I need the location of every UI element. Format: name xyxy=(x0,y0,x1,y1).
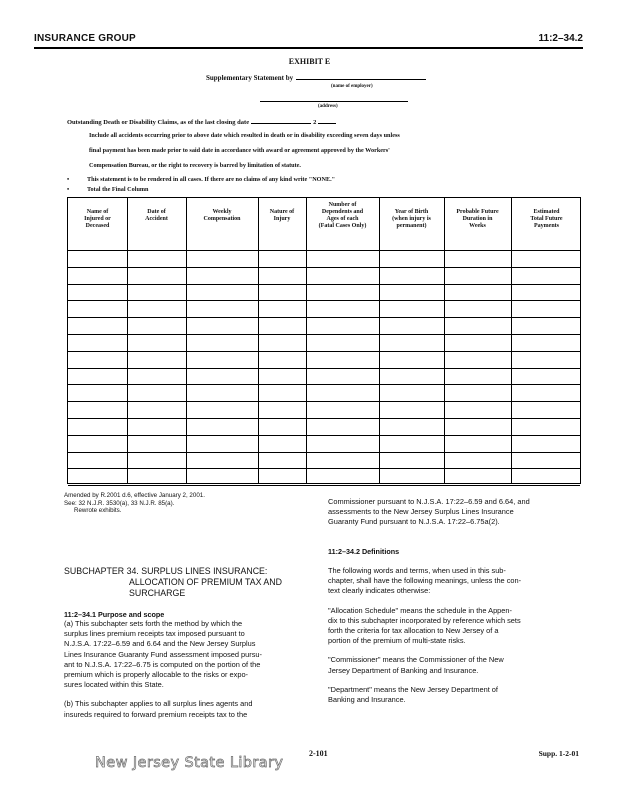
table-header-line: Date of xyxy=(147,209,166,215)
table-header-line: Total Future xyxy=(530,216,563,222)
table-header-line: Payments xyxy=(534,223,559,229)
text-line: insureds required to forward premium receipts tax to the xyxy=(64,709,248,719)
supplementary-statement-line xyxy=(206,73,426,82)
header-title: INSURANCE GROUP xyxy=(34,33,136,44)
table-header-line: Nature of xyxy=(269,209,295,215)
table-header-line: Weekly xyxy=(212,209,232,215)
table-row xyxy=(68,418,580,419)
instruction-line: Include all accidents occurring prior to above date which resulted in death or in disability exceeding seven days unless xyxy=(89,132,400,139)
table-header-cell xyxy=(306,202,379,230)
table-column-divider xyxy=(306,198,307,483)
table-column-divider xyxy=(186,198,187,483)
text-line: Commissioner pursuant to N.J.S.A. 17:22–6.59 and 6.64, and xyxy=(328,497,530,506)
amendment-line: Rewrote exhibits. xyxy=(74,507,122,514)
text-line: forth the criteria for tax allocation to New Jersey of a xyxy=(328,626,499,636)
table-header-line: Ages of each xyxy=(326,216,359,222)
table-header-line: Deceased xyxy=(85,223,110,229)
amendment-line: Amended by R.2001 d.6, effective January 2, 2001. xyxy=(64,492,205,499)
definitions-body xyxy=(328,566,581,705)
table-header-cell xyxy=(68,209,127,230)
subchapter-title xyxy=(64,566,282,599)
text-line: sures located within this State. xyxy=(64,680,164,690)
library-stamp: New Jersey State Library xyxy=(95,755,284,771)
table-header-cell xyxy=(511,209,582,230)
text-line: assessments to the New Jersey Surplus Lines Insurance xyxy=(328,507,514,517)
definition-commissioner xyxy=(328,655,581,675)
supplementary-label: Supplementary Statement by xyxy=(206,74,294,82)
closing-date-blank xyxy=(251,118,311,124)
definition-department xyxy=(328,685,581,705)
definition-allocation-schedule xyxy=(328,606,581,647)
text-line: The following words and terms, when used in this sub- xyxy=(328,566,506,575)
table-row xyxy=(68,485,580,486)
table-header-cell xyxy=(127,209,186,223)
table-row xyxy=(68,351,580,352)
table-header-line: Injury xyxy=(273,216,291,222)
employer-blank xyxy=(296,73,426,80)
text-line: "Allocation Schedule" means the schedule in the Appen- xyxy=(328,605,512,615)
table-row xyxy=(68,452,580,453)
text-line: "Department" means the New Jersey Department of xyxy=(328,684,498,694)
table-column-divider xyxy=(379,198,380,483)
claims-table xyxy=(67,197,581,484)
table-header-line: Duration in xyxy=(462,216,493,222)
text-line: chapter, shall have the following meanings, unless the con- xyxy=(328,576,522,586)
page-number: 2-101 xyxy=(309,749,328,758)
header-section-number: 11:2–34.2 xyxy=(538,33,583,44)
text-line: ant to N.J.S.A. 17:22–6.75 is computed on the portion of the xyxy=(64,659,261,669)
table-header-line: Weeks xyxy=(469,223,486,229)
instruction-line: Compensation Bureau, or the right to recovery is barred by limitation of statute. xyxy=(89,162,301,169)
table-row xyxy=(68,468,580,469)
table-header-line: (when injury is xyxy=(392,216,431,222)
supplement-date: Supp. 1-2-01 xyxy=(538,749,579,758)
bullet-icon: • xyxy=(67,186,70,193)
exhibit-title: EXHIBIT E xyxy=(288,57,331,66)
table-header-cell xyxy=(258,209,306,223)
text-line: premium which is properly allocable to the risks or expo- xyxy=(64,670,249,680)
table-column-divider xyxy=(511,198,512,483)
table-row xyxy=(68,384,580,385)
text-line: Banking and Insurance. xyxy=(328,695,406,705)
table-header-line: Name of xyxy=(86,209,109,215)
continuation-paragraph xyxy=(328,497,581,528)
table-header-line: Injured or xyxy=(84,216,111,222)
intro-paragraph xyxy=(328,566,581,597)
year-blank xyxy=(318,118,336,124)
section-heading: 11:2–34.2 Definitions xyxy=(328,547,400,556)
paragraph-b xyxy=(64,699,302,719)
table-row xyxy=(68,317,580,318)
address-caption: (address) xyxy=(318,104,338,109)
text-line: Lines Insurance Guaranty Fund assessment imposed pursu- xyxy=(64,649,263,659)
subchapter-title-line: SUBCHAPTER 34. SURPLUS LINES INSURANCE: xyxy=(64,566,268,576)
section-heading: 11:2–34.1 Purpose and scope xyxy=(64,610,165,619)
table-row xyxy=(68,250,580,251)
paragraph-a xyxy=(64,619,302,690)
text-line: (b) This subchapter applies to all surplus lines agents and xyxy=(64,699,253,709)
table-header-cell xyxy=(379,209,444,230)
text-line: Jersey Department of Banking and Insurance. xyxy=(328,665,479,675)
text-line: N.J.S.A. 17:22–6.59 and 6.64 and the New Jersey Surplus xyxy=(64,639,256,649)
table-row xyxy=(68,300,580,301)
text-line: "Commissioner" means the Commissioner of the New xyxy=(328,655,504,665)
text-line: surplus lines premium receipts tax imposed pursuant to xyxy=(64,629,245,639)
text-line: portion of the premium of multi-state risks. xyxy=(328,636,466,646)
table-row xyxy=(68,401,580,402)
employer-caption: (name of employer) xyxy=(331,84,373,89)
table-header-line: Dependents and xyxy=(321,209,364,215)
text-line: dix to this subchapter incorporated by reference which sets xyxy=(328,615,521,625)
table-header-line: Accident xyxy=(145,216,168,222)
text-line: text clearly indicates otherwise: xyxy=(328,586,431,596)
amendment-line: See: 32 N.J.R. 3530(a), 33 N.J.R. 85(a). xyxy=(64,499,175,507)
table-row xyxy=(68,334,580,335)
section-body xyxy=(64,619,302,720)
instruction-line: final payment has been made prior to said date in accordance with award or agreement approved by the Workers' xyxy=(89,147,390,154)
text-line: Guaranty Fund pursuant to N.J.S.A. 17:22–6.75a(2). xyxy=(328,517,500,527)
text-line: (a) This subchapter sets forth the method by which the xyxy=(64,619,243,628)
outstanding-claims-line xyxy=(67,118,336,126)
table-column-divider xyxy=(258,198,259,483)
bullet-text: This statement is to be rendered in all cases. If there are no claims of any kind write "NONE." xyxy=(87,176,336,183)
subchapter-title-line: SURCHARGE xyxy=(129,588,186,598)
table-header-line: Probable Future xyxy=(456,209,499,215)
table-header-line: Estimated xyxy=(533,209,560,215)
outstanding-suffix: 2 xyxy=(313,119,317,126)
bullet-text: Total the Final Column xyxy=(87,186,149,193)
bullet-item xyxy=(67,186,148,193)
table-header-line: permanent) xyxy=(396,223,427,229)
table-header-line: (Fatal Cases Only) xyxy=(318,223,367,229)
bullet-icon: • xyxy=(67,176,70,183)
running-header xyxy=(34,33,583,49)
table-row xyxy=(68,267,580,268)
table-row xyxy=(68,284,580,285)
table-header-line: Year of Birth xyxy=(394,209,429,215)
bullet-item xyxy=(67,176,335,183)
address-blank xyxy=(260,101,408,102)
table-header-line: Number of xyxy=(328,202,357,208)
table-column-divider xyxy=(127,198,128,483)
table-header-line: Compensation xyxy=(203,216,241,222)
table-row xyxy=(68,435,580,436)
table-header-cell xyxy=(186,209,258,223)
table-header-cell xyxy=(444,209,511,230)
outstanding-claims-label: Outstanding Death or Disability Claims, as of the last closing date xyxy=(67,119,250,126)
amendment-note xyxy=(64,492,205,515)
subchapter-title-line: ALLOCATION OF PREMIUM TAX AND xyxy=(129,577,282,587)
table-row xyxy=(68,368,580,369)
table-column-divider xyxy=(444,198,445,483)
